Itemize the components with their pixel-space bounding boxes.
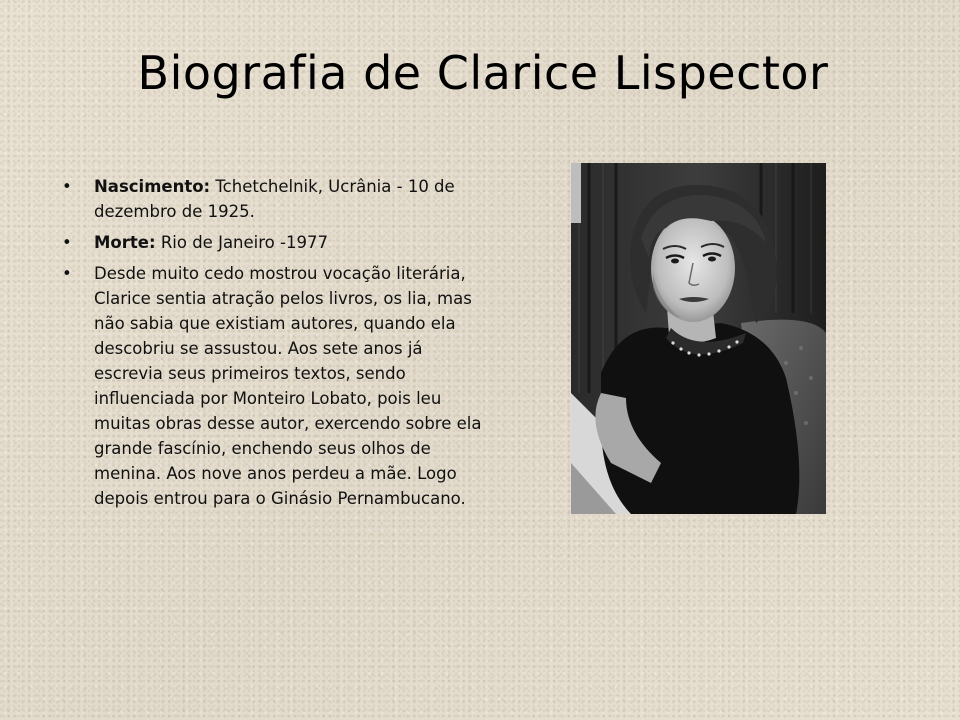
bullet-dot: • xyxy=(62,233,72,252)
bullet-dot: • xyxy=(62,177,72,196)
bullet-item-birth xyxy=(62,174,482,224)
slide-title: Biografia de Clarice Lispector xyxy=(137,46,829,100)
bullet-item-death xyxy=(62,230,482,255)
bullet-label: Nascimento: xyxy=(94,177,211,196)
bullet-dot: • xyxy=(62,264,72,283)
bullet-text: Tchetchelnik, Ucrânia - 10 de dezembro de 1925. xyxy=(94,177,455,221)
bullet-item-biography xyxy=(62,261,482,511)
bullet-text: Rio de Janeiro -1977 xyxy=(155,233,328,252)
bullet-label: Morte: xyxy=(94,233,156,252)
bullet-text: Desde muito cedo mostrou vocação literária, Clarice sentia atração pelos livros, os lia, mas não sabia que existiam autores, quando ela descobriu se assustou. Aos sete anos já escrevia seus primeiros textos, sendo influenciada por Monteiro Lobato, pois leu muitas obras desse autor, exercendo sobre ela grande fascínio, enchendo seus olhos de menina. Aos nove anos perdeu a mãe. Logo depois entrou para o Ginásio Pernambucano. xyxy=(94,264,482,508)
bullet-list xyxy=(62,174,482,517)
portrait-photo xyxy=(571,163,826,514)
